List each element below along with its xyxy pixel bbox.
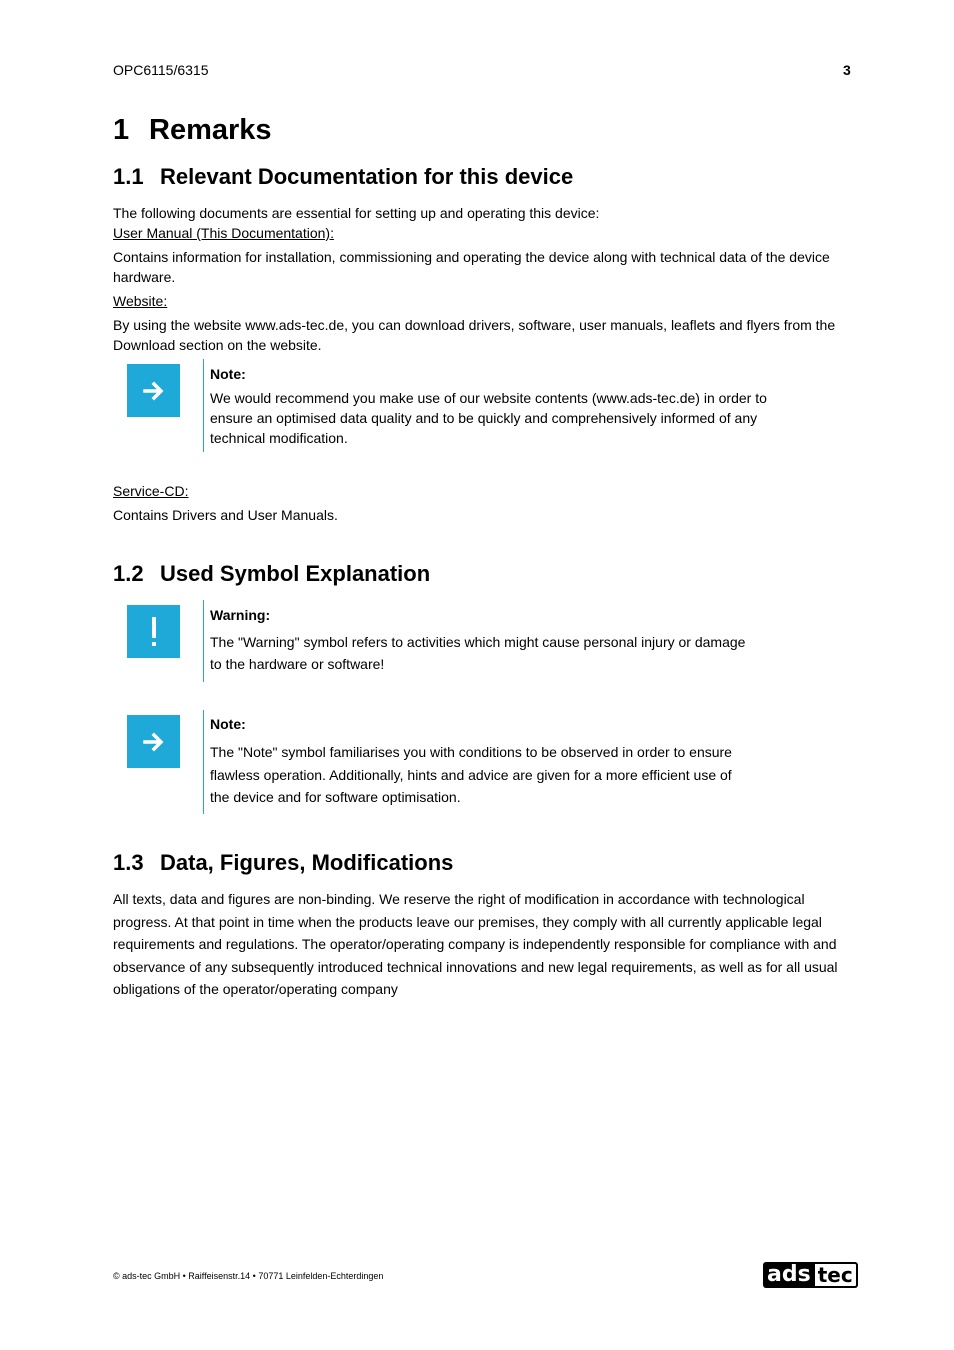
warning-text: The "Warning" symbol refers to activities which might cause personal injury or damage to the hardware or software! [210,634,746,672]
chapter-title [113,114,272,147]
warning-divider [203,600,204,682]
section-heading-1-1 [113,164,573,190]
section-title: Used Symbol Explanation [160,561,431,586]
note-title: Note: [210,716,246,732]
section-number: 1.3 [113,850,144,875]
section-number: 1.1 [113,164,144,189]
footer-copyright: © ads-tec GmbH • Raiffeisenstr.14 • 70771 Leinfelden-Echterdingen [113,1271,384,1281]
document-id: OPC6115/6315 [113,62,209,78]
chapter-number: 1 [113,114,130,146]
section-heading-1-2 [113,561,430,587]
note-divider [203,710,204,814]
service-cd-text: Contains Drivers and User Manuals. [113,507,338,523]
website-label: Website: [113,293,168,309]
logo-left-part: ads [763,1262,815,1288]
modifications-text: All texts, data and figures are non-binding. We reserve the right of modification in accordance with technological progress. At that point in time when the products leave our premises, they comply with all currently applicable legal requirements and regulations. The operator/operating company is independently responsible for compliance with and observance of any subsequently introduced technical innovations and new legal requirements, as well as for all usual obligations of the operator/operating company [113,891,838,997]
logo-right-part: tec [815,1262,858,1288]
page-number: 3 [843,62,851,78]
ads-tec-logo [763,1262,853,1288]
section-title: Data, Figures, Modifications [160,850,454,875]
documentation-intro: The following documents are essential for setting up and operating this device: [113,205,600,221]
note-text: The "Note" symbol familiarises you with conditions to be observed in order to ensure flawless operation. Additionally, hints and advice are given for a more efficient use of the device and for software optimisation. [210,744,732,805]
note-text: We would recommend you make use of our website contents (www.ads-tec.de) in order to ensure an optimised data quality and to be quickly and comprehensively informed of any technical modification. [210,390,767,446]
section-number: 1.2 [113,561,144,586]
user-manual-text: Contains information for installation, commissioning and operating the device along with technical data of the device hardware. [113,249,830,285]
website-text: By using the website www.ads-tec.de, you can download drivers, software, user manuals, leaflets and flyers from the Download section on the website. [113,317,836,353]
section-title: Relevant Documentation for this device [160,164,574,189]
warning-box [127,605,180,658]
note-divider [203,359,204,452]
note-arrow-box [127,715,180,768]
chapter-title-text: Remarks [149,114,272,146]
note-arrow-box [127,364,180,417]
exclamation-icon [148,615,160,649]
section-heading-1-3 [113,850,453,876]
user-manual-label: User Manual (This Documentation): [113,225,334,241]
warning-title: Warning: [210,607,271,623]
service-cd-label: Service-CD: [113,483,189,499]
arrow-right-icon [143,731,165,753]
note-title: Note: [210,366,246,382]
arrow-right-icon [143,380,165,402]
